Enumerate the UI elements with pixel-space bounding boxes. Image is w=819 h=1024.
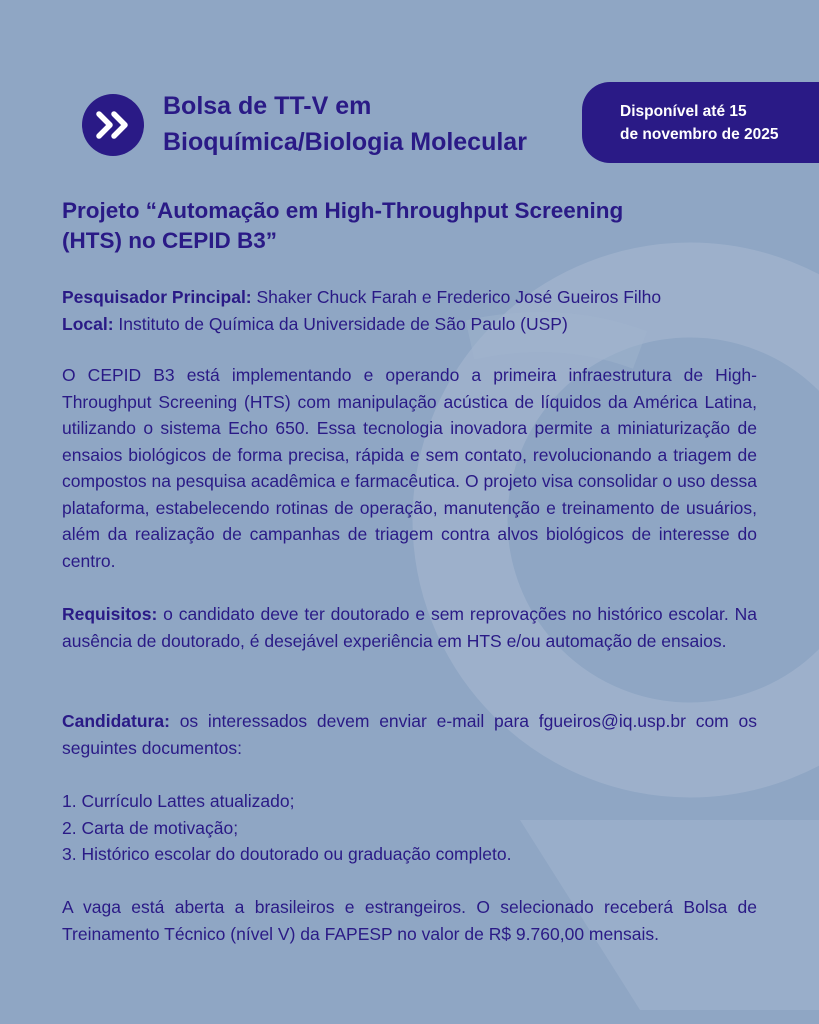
requirements-text: o candidato deve ter doutorado e sem reprovações no histórico escolar. Na ausência de doutorado, é desejável experiência em HTS e/ou automação de ensaios. — [62, 604, 757, 651]
requirements-label: Requisitos: — [62, 604, 158, 624]
application-label: Candidatura: — [62, 711, 170, 731]
location-line — [62, 311, 757, 338]
project-title — [62, 196, 742, 256]
application-paragraph — [62, 708, 757, 761]
description-paragraph: O CEPID B3 está implementando e operando a primeira infraestrutura de High-Throughput Screening (HTS) com manipulação acústica de líquidos da América Latina, utilizando o sistema Echo 650. Essa tecnologia inovadora permite a miniaturização de ensaios biológicos de forma precisa, rápida e sem contato, revolucionando a triagem de compostos na pesquisa acadêmica e farmacêutica. O projeto visa consolidar o uso dessa plataforma, estabelecendo rotinas de operação, manutenção e treinamento de usuários, além da realização de campanhas de triagem contra alvos biológicos de interesse do centro. — [62, 365, 757, 571]
logo-badge — [82, 94, 144, 156]
requirements-paragraph — [62, 601, 757, 654]
header-title — [163, 88, 527, 160]
researcher-label: Pesquisador Principal: — [62, 287, 252, 307]
researcher-line — [62, 284, 757, 311]
closing-paragraph: A vaga está aberta a brasileiros e estrangeiros. O selecionado receberá Bolsa de Treinamento Técnico (nível V) da FAPESP no valor de R$ 9.760,00 mensais. — [62, 897, 757, 944]
double-chevron-right-icon — [94, 109, 132, 141]
project-title-line1: Projeto “Automação em High-Throughput Screening — [62, 198, 624, 223]
researcher-value: Shaker Chuck Farah e Frederico José Gueiros Filho — [251, 287, 662, 307]
header-title-line1: Bolsa de TT-V em — [163, 92, 372, 120]
list-item: 3. Histórico escolar do doutorado ou graduação completo. — [62, 844, 512, 864]
application-text: os interessados devem enviar e-mail para fgueiros@iq.usp.br com os seguintes documentos: — [62, 711, 757, 758]
list-item: 1. Currículo Lattes atualizado; — [62, 791, 295, 811]
info-block — [62, 284, 757, 337]
location-value: Instituto de Química da Universidade de São Paulo (USP) — [113, 313, 568, 334]
project-title-line2: (HTS) no CEPID B3” — [62, 228, 278, 253]
deadline-line2: de novembro de 2025 — [620, 125, 779, 143]
deadline-badge — [582, 82, 819, 163]
location-label: Local: — [62, 313, 114, 334]
list-item: 2. Carta de motivação; — [62, 817, 239, 838]
deadline-line1: Disponível até 15 — [620, 102, 747, 120]
documents-list — [62, 788, 757, 868]
header-title-line2: Bioquímica/Biologia Molecular — [163, 128, 527, 156]
